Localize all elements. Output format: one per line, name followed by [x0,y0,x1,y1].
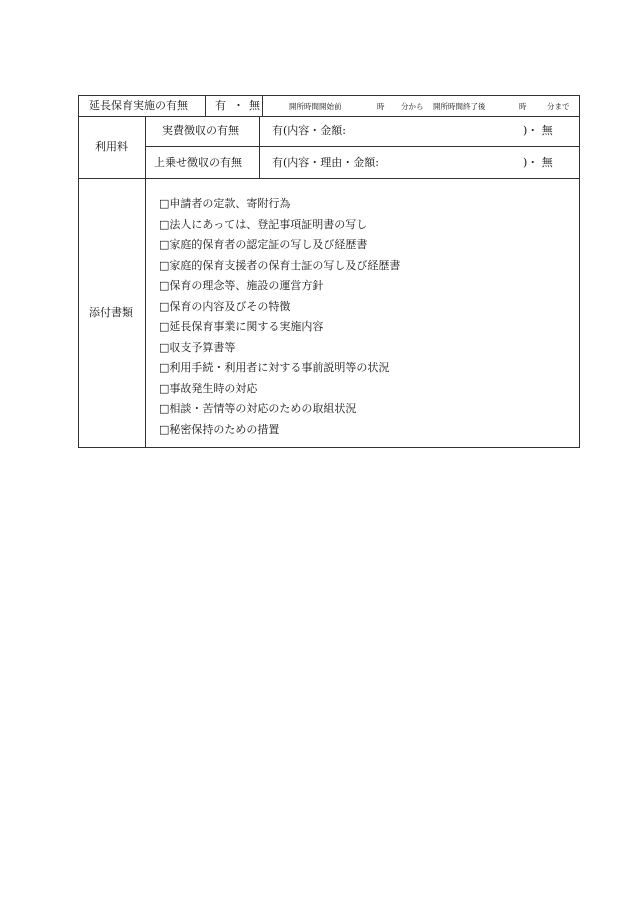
surcharge-label: 上乗せ徴収の有無 [154,156,242,169]
column-divider [259,116,260,178]
separator-dot: ・ [233,99,244,112]
row-divider [145,146,579,147]
row-divider [79,178,579,179]
attachments-label: 添付書類 [89,306,133,319]
fee-label: 利用料 [95,140,128,153]
before-open-label: 開所時間開始前 [289,102,342,111]
hour-unit: 時 [377,102,385,111]
attachment-checkbox-budget[interactable]: □収支予算書等 [159,340,236,354]
attachment-checkbox-registry[interactable]: □法人にあっては、登記事項証明書の写し [159,217,368,231]
column-divider [262,96,263,116]
attachment-checkbox-confidentiality[interactable]: □秘密保持のための措置 [159,422,280,436]
attachment-checkbox-caregiver-certificate[interactable]: □家庭的保育者の認定証の写し及び経歴書 [159,238,368,251]
surcharge-detail[interactable]: 有(内容・理由・金額: [272,156,379,169]
actual-cost-label: 実費徴収の有無 [162,124,239,137]
column-divider [145,116,146,447]
extended-care-yes-option[interactable]: 有 [215,99,226,112]
application-form-table [78,95,580,448]
attachment-checkbox-complaints[interactable]: □相談・苦情等の対応のための取組状況 [159,402,357,415]
attachment-checklist [159,194,400,440]
after-close-label: 開所時間終了後 [433,102,486,111]
actual-cost-tail[interactable]: )・ 無 [523,124,553,137]
attachment-checkbox-articles[interactable]: □申請者の定款、寄附行為 [159,197,291,210]
actual-cost-detail[interactable]: 有(内容・金額: [272,124,346,137]
column-divider [205,96,206,116]
row-divider [79,116,579,117]
attachment-checkbox-support-certificate[interactable]: □家庭的保育支援者の保育士証の写し及び経歴書 [159,258,401,272]
surcharge-tail[interactable]: )・ 無 [523,156,553,169]
attachment-checkbox-care-content[interactable]: □保育の内容及びその特徴 [159,299,291,313]
minute-until-label: 分まで [547,102,570,111]
hour-unit: 時 [519,102,527,111]
attachment-checkbox-procedures[interactable]: □利用手続・利用者に対する事前説明等の状況 [159,361,390,374]
extended-care-no-option[interactable]: 無 [249,99,260,112]
attachment-checkbox-policy[interactable]: □保育の理念等、施設の運営方針 [159,279,324,292]
minute-from-label: 分から [401,102,424,111]
attachment-checkbox-accident[interactable]: □事故発生時の対応 [159,381,258,395]
extended-care-label: 延長保育実施の有無 [89,99,188,112]
attachment-checkbox-extended-care[interactable]: □延長保育事業に関する実施内容 [159,320,324,333]
